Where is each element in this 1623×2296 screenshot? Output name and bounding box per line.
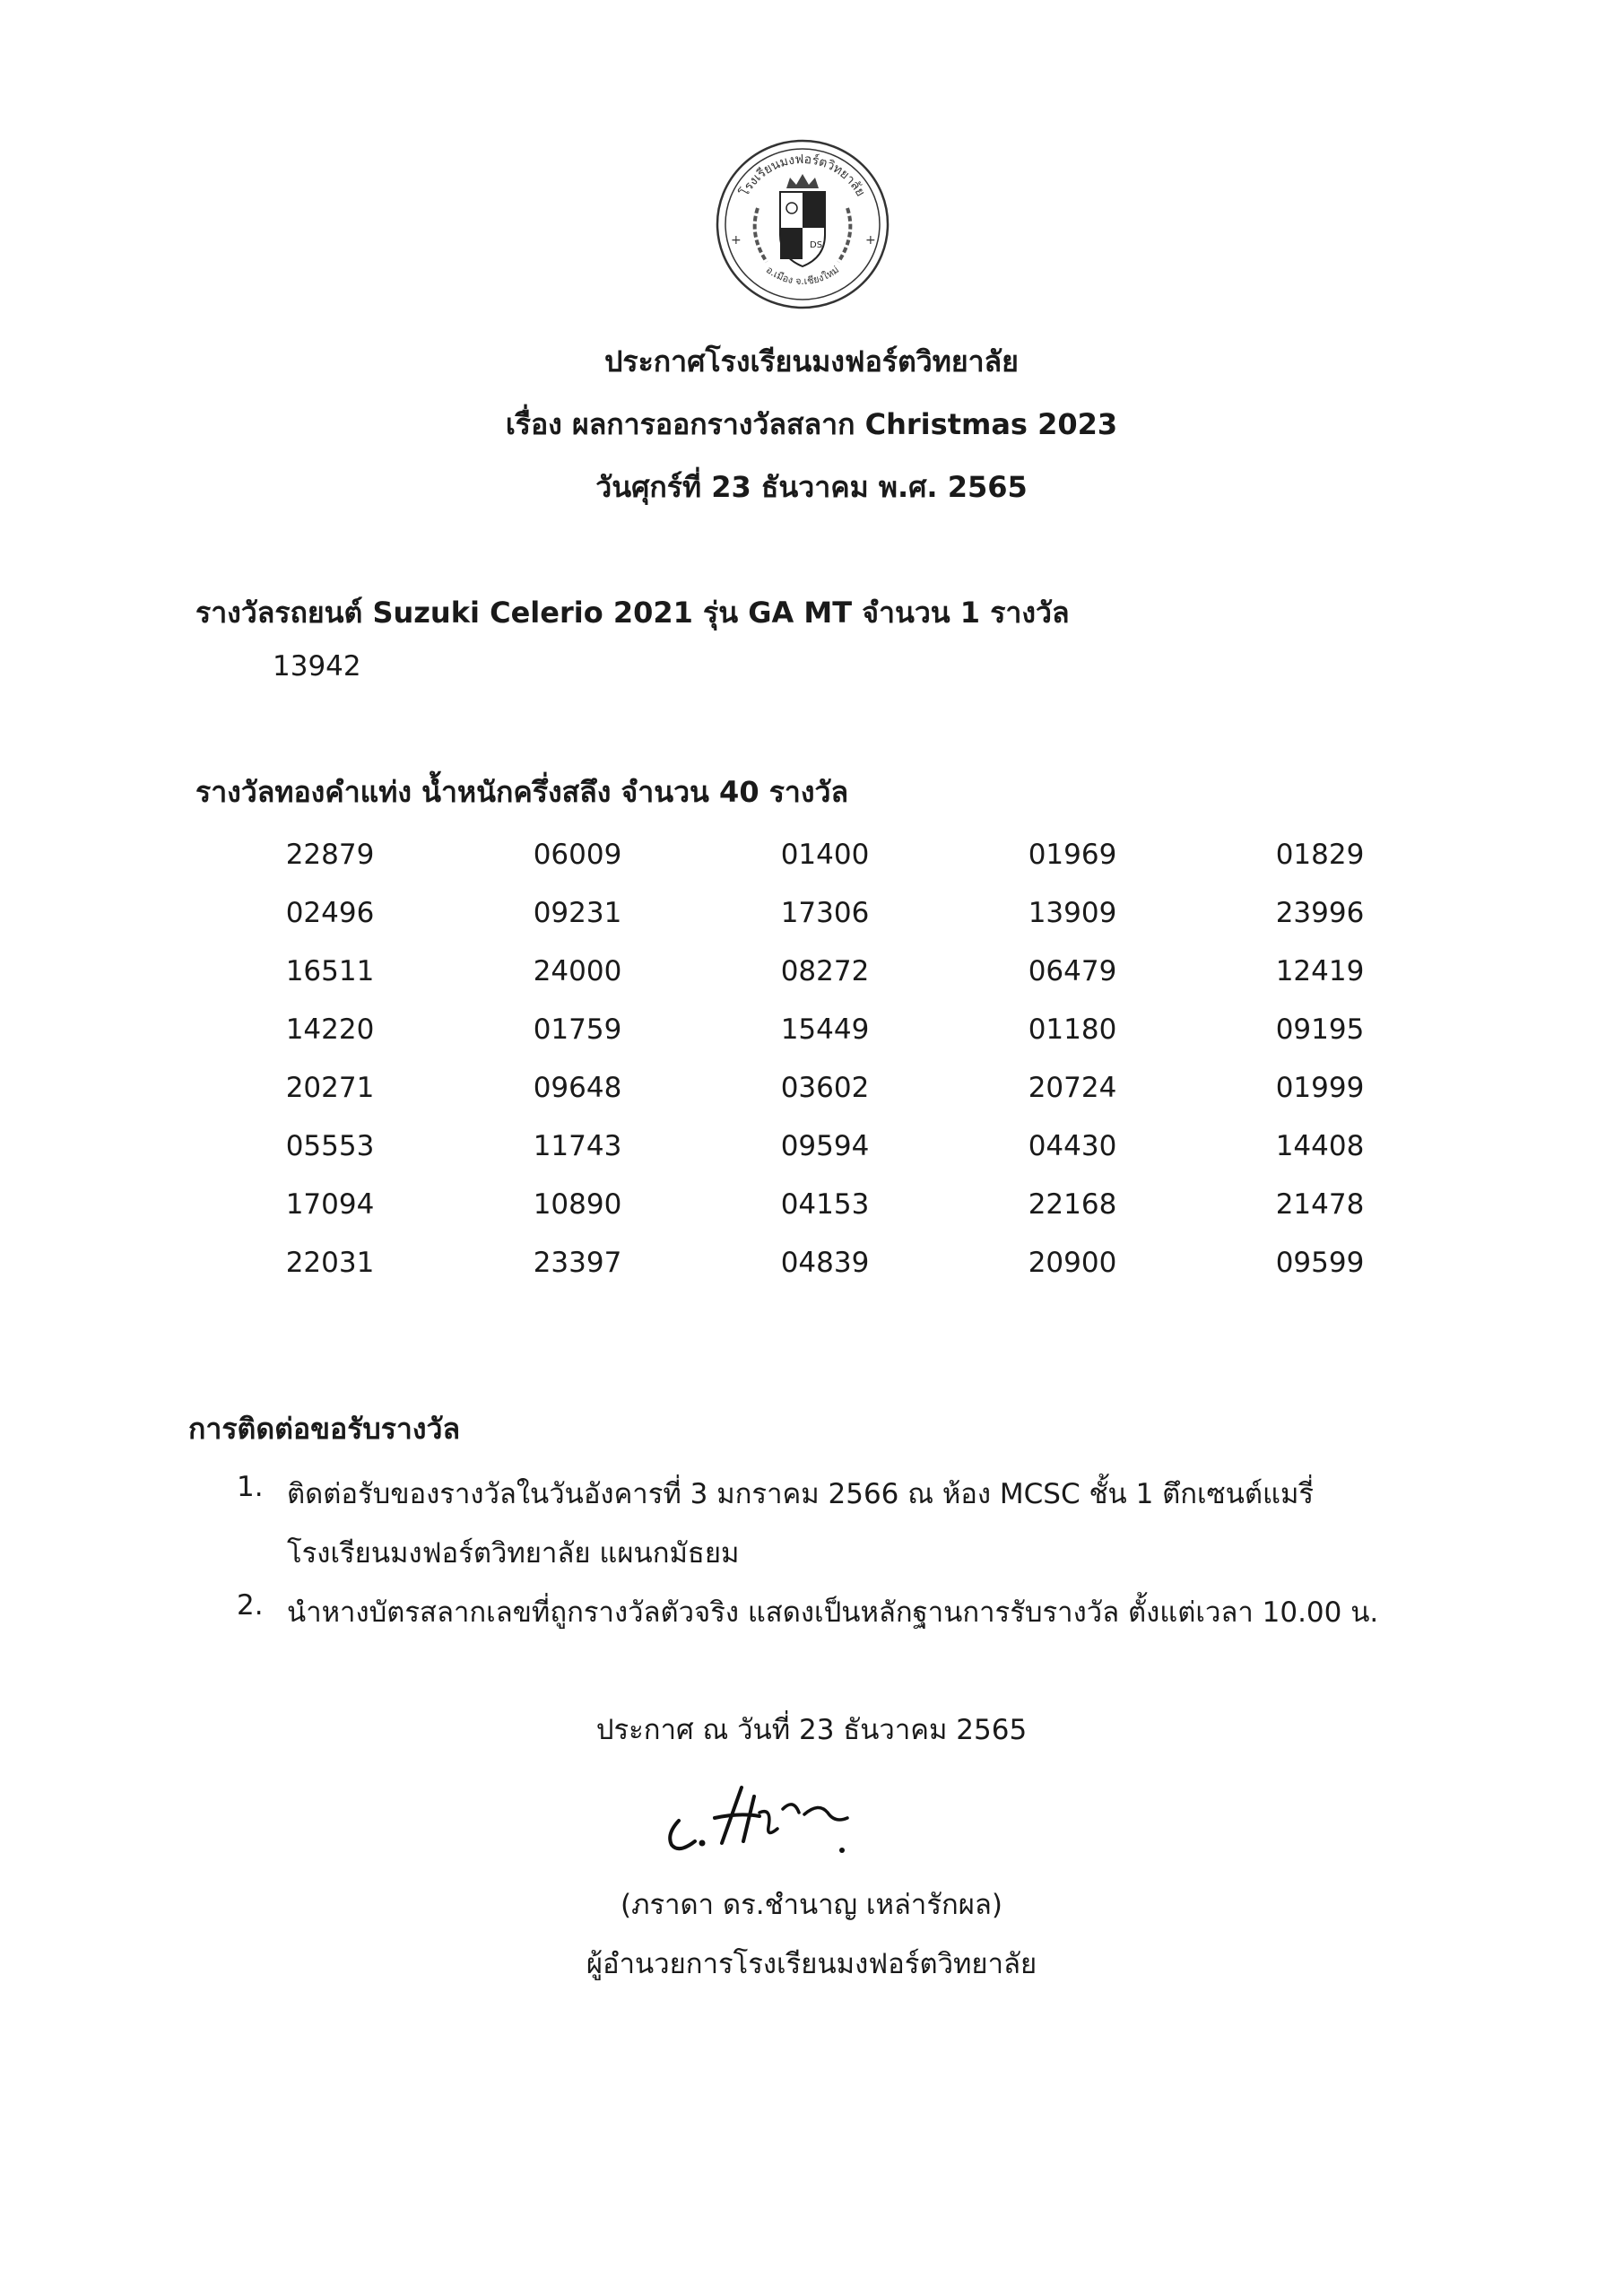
prize-number: 21478: [1275, 1187, 1365, 1221]
prize-number: 09599: [1275, 1246, 1365, 1279]
prize-number: 09648: [533, 1071, 622, 1104]
prize-number: 01400: [780, 838, 870, 871]
prize-number: 20900: [1028, 1246, 1117, 1279]
prize-number: 09195: [1275, 1013, 1365, 1046]
table-row: [206, 1117, 1444, 1175]
prize-number: 01969: [1028, 838, 1117, 871]
table-row: [206, 883, 1444, 942]
prize-number: 04153: [780, 1187, 870, 1221]
list-item: [0, 1471, 1623, 1510]
signer-name: (ภราดา ดร.ชำนาญ เหล่ารักผล): [620, 1889, 1003, 1921]
prize-number: 02496: [285, 896, 375, 929]
table-row: [206, 1233, 1444, 1292]
seal-top-text: โรงเรียนมงฟอร์ตวิทยาลัย: [737, 152, 868, 199]
signature-icon: [659, 1771, 865, 1870]
table-row: [206, 1058, 1444, 1117]
announcement-date: วันศุกร์ที่ 23 ธันวาคม พ.ศ. 2565: [595, 470, 1028, 504]
list-item-text: นำหางบัตรสลากเลขที่ถูกรางวัลตัวจริง แสดงเป็นหลักฐานการรับรางวัล ตั้งแต่เวลา 10.00 น.: [287, 1596, 1379, 1629]
prize-number: 01759: [533, 1013, 622, 1046]
svg-text:+: +: [731, 233, 742, 248]
prize-number: 14408: [1275, 1129, 1365, 1162]
prize-number: 11743: [533, 1129, 622, 1162]
prize-number: 20724: [1028, 1071, 1117, 1104]
svg-text:+: +: [865, 233, 876, 248]
prize-number: 15449: [780, 1013, 870, 1046]
signature: [659, 1771, 865, 1870]
list-item-number: 1.: [237, 1471, 264, 1503]
table-row: [206, 825, 1444, 883]
prize-number: 03602: [780, 1071, 870, 1104]
prize-number: 08272: [780, 954, 870, 987]
list-item-text: โรงเรียนมงฟอร์ตวิทยาลัย แผนกมัธยม: [287, 1537, 740, 1570]
table-row: [206, 942, 1444, 1000]
list-item-number: 2.: [237, 1589, 264, 1622]
svg-text:DS: DS: [810, 240, 823, 250]
gold-prize-title: รางวัลทองคำแท่ง น้ำหนักครึ่งสลึง จำนวน 40 รางวัล: [195, 775, 849, 809]
list-item-continuation: [0, 1530, 1623, 1570]
prize-number: 22879: [285, 838, 375, 871]
prize-number: 04839: [780, 1246, 870, 1279]
seal-icon: [713, 136, 892, 311]
prize-number: 01999: [1275, 1071, 1365, 1104]
prize-number: 16511: [285, 954, 375, 987]
prize-number: 17094: [285, 1187, 375, 1221]
prize-number: 17306: [780, 896, 870, 929]
car-prize-title: รางวัลรถยนต์ Suzuki Celerio 2021 รุ่น GA MT จำนวน 1 รางวัล: [195, 596, 1070, 630]
prize-number: 23996: [1275, 896, 1365, 929]
contact-title: การติดต่อขอรับรางวัล: [188, 1412, 461, 1446]
list-item-text: ติดต่อรับของรางวัลในวันอังคารที่ 3 มกราคม 2566 ณ ห้อง MCSC ชั้น 1 ตึกเซนต์แมรี่: [287, 1478, 1315, 1510]
announcement-title: ประกาศโรงเรียนมงฟอร์ตวิทยาลัย: [604, 344, 1019, 378]
list-item: [0, 1589, 1623, 1629]
school-seal: [713, 136, 892, 311]
prize-number: 09231: [533, 896, 622, 929]
prize-number: 05553: [285, 1129, 375, 1162]
gold-prize-numbers-table: [206, 825, 1444, 1292]
prize-number: 04430: [1028, 1129, 1117, 1162]
car-prize-number: 13942: [273, 650, 361, 683]
prize-number: 22031: [285, 1246, 375, 1279]
prize-number: 06479: [1028, 954, 1117, 987]
prize-number: 06009: [533, 838, 622, 871]
seal-bottom-text: อ.เมือง จ.เชียงใหม่: [763, 264, 842, 288]
prize-number: 22168: [1028, 1187, 1117, 1221]
table-row: [206, 1175, 1444, 1233]
announce-date: ประกาศ ณ วันที่ 23 ธันวาคม 2565: [595, 1714, 1028, 1746]
prize-number: 09594: [780, 1129, 870, 1162]
prize-number: 23397: [533, 1246, 622, 1279]
prize-number: 01829: [1275, 838, 1365, 871]
prize-number: 20271: [285, 1071, 375, 1104]
prize-number: 12419: [1275, 954, 1365, 987]
prize-number: 10890: [533, 1187, 622, 1221]
signer-title: ผู้อำนวยการโรงเรียนมงฟอร์ตวิทยาลัย: [586, 1948, 1037, 1980]
announcement-subject: เรื่อง ผลการออกรางวัลสลาก Christmas 2023: [505, 407, 1118, 441]
prize-number: 01180: [1028, 1013, 1117, 1046]
prize-number: 13909: [1028, 896, 1117, 929]
prize-number: 14220: [285, 1013, 375, 1046]
prize-number: 24000: [533, 954, 622, 987]
table-row: [206, 1000, 1444, 1058]
